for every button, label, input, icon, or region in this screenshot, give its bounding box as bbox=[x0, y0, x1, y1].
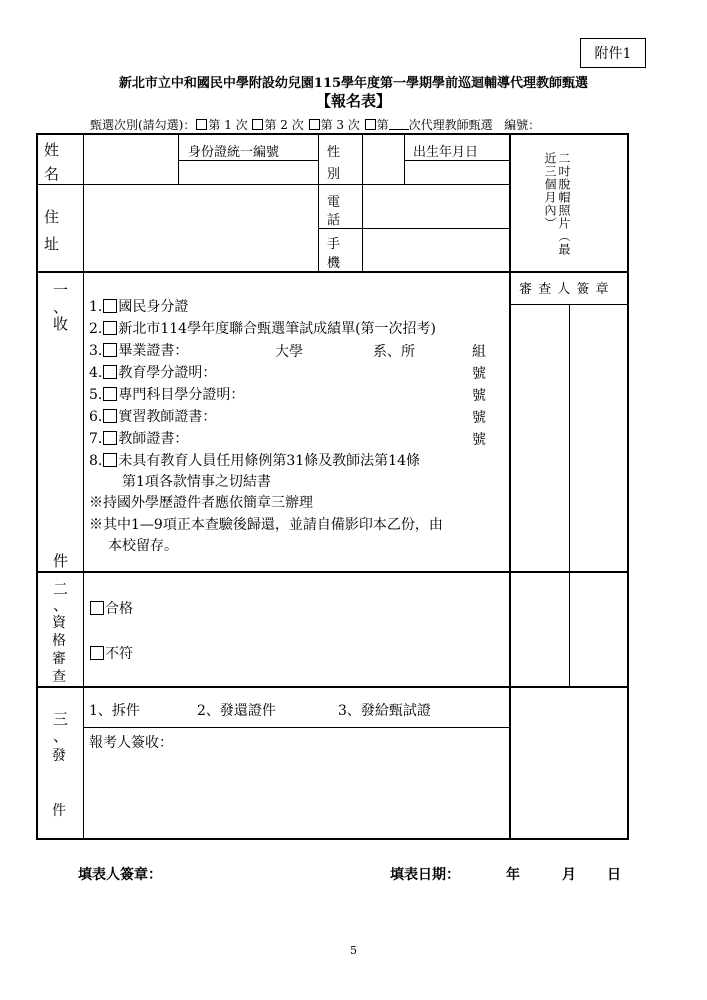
document-item-8-continued: 第1項各款情事之切結書 bbox=[122, 474, 271, 490]
section1-label-2: 、 bbox=[53, 298, 69, 316]
round-n-checkbox[interactable] bbox=[365, 119, 376, 130]
dispatch-step-1: 1、拆件 bbox=[89, 703, 140, 719]
divider-birth-header bbox=[404, 160, 509, 161]
document-checkbox-4[interactable] bbox=[103, 365, 117, 379]
birth-date-label: 出生年月日 bbox=[413, 145, 479, 160]
address-label-1: 住 bbox=[44, 208, 60, 226]
document-checkbox-2[interactable] bbox=[103, 321, 117, 335]
foreign-degree-note: ※持國外學歷證件者應依簡章三辦理 bbox=[89, 495, 313, 511]
document-item-1: 1. 國民身分證 bbox=[89, 299, 189, 315]
section2-label-3: 資 bbox=[52, 615, 66, 631]
reviewer-signature-header: 審 查 人 簽 章 bbox=[519, 282, 610, 297]
form-title: 新北市立中和國民中學附設幼兒園115學年度第一學期學前巡迴輔導代理教師甄選 bbox=[118, 76, 589, 91]
tel-label-2: 話 bbox=[327, 213, 341, 228]
sex-column-right bbox=[362, 133, 363, 271]
section1-label-1: 一 bbox=[53, 281, 69, 299]
sex-label-1: 性 bbox=[327, 145, 341, 160]
sex-value-right bbox=[404, 133, 405, 184]
reviewer-column-divider bbox=[569, 304, 570, 686]
name-label-1: 姓 bbox=[44, 141, 60, 159]
address-label-2: 址 bbox=[44, 235, 60, 253]
date-year-label: 年 bbox=[506, 867, 520, 883]
right-column-divider bbox=[509, 133, 511, 840]
label-column-divider bbox=[83, 133, 84, 840]
document-item-5: 5. 專門科目學分證明： bbox=[89, 387, 245, 403]
photo-placeholder: 二吋脫帽照片（最近三個月內） bbox=[543, 152, 571, 256]
number-label-5: 號 bbox=[472, 388, 486, 404]
document-item-8: 8. 未具有教育人員任用條例第31條及教師法第14條 bbox=[89, 453, 420, 469]
round-n-suffix: 次代理教師甄選 bbox=[408, 118, 493, 132]
department-label: 系、所 bbox=[373, 344, 415, 360]
round-1-checkbox[interactable] bbox=[196, 119, 207, 130]
document-checkbox-1[interactable] bbox=[103, 299, 117, 313]
number-label-4: 號 bbox=[472, 366, 486, 382]
document-item-6: 6. 實習教師證書： bbox=[89, 409, 217, 425]
divider-section2 bbox=[36, 571, 629, 573]
name-label-2: 名 bbox=[44, 165, 60, 183]
sex-label-2: 別 bbox=[327, 167, 341, 182]
document-checkbox-3[interactable] bbox=[103, 343, 117, 357]
divider-id-header bbox=[178, 160, 318, 161]
document-checkbox-8[interactable] bbox=[103, 453, 117, 467]
dispatch-step-2: 2、發還證件 bbox=[197, 703, 276, 719]
fail-checkbox[interactable] bbox=[90, 646, 104, 660]
tel-label-1: 電 bbox=[327, 195, 341, 210]
attachment-label: 附件1 bbox=[580, 38, 646, 68]
date-month-label: 月 bbox=[562, 867, 576, 883]
document-item-4: 4. 教育學分證明： bbox=[89, 365, 217, 381]
section3-label-3: 發 bbox=[52, 748, 66, 764]
round-1-label: 第 1 次 bbox=[208, 118, 248, 132]
document-checkbox-7[interactable] bbox=[103, 431, 117, 445]
selection-label: 甄選次別(請勾選)： bbox=[90, 118, 196, 132]
group-label: 組 bbox=[472, 344, 486, 360]
applicant-receipt-label: 報考人簽收： bbox=[89, 735, 173, 751]
section3-label-2: 、 bbox=[53, 727, 69, 745]
section2-label-2: 、 bbox=[53, 596, 69, 614]
form-filler-signature-label: 填表人簽章： bbox=[78, 867, 162, 883]
selection-row bbox=[90, 116, 540, 133]
section2-label-1: 二 bbox=[53, 580, 69, 598]
round-n-blank[interactable] bbox=[389, 119, 409, 130]
round-3-label: 第 3 次 bbox=[320, 118, 360, 132]
divider-section3 bbox=[36, 686, 629, 688]
serial-label: 編號： bbox=[504, 118, 541, 132]
dispatch-step-3: 3、發給甄試證 bbox=[338, 703, 431, 719]
document-item-2: 2. 新北市114學年度聯合甄選筆試成績單(第一次招考) bbox=[89, 321, 437, 337]
date-day-label: 日 bbox=[607, 867, 621, 883]
original-return-note-continued: 本校留存。 bbox=[108, 538, 178, 554]
divider-dispatch-receipt bbox=[83, 727, 509, 728]
round-2-checkbox[interactable] bbox=[252, 119, 263, 130]
number-label-6: 號 bbox=[472, 410, 486, 426]
section2-label-6: 查 bbox=[52, 669, 66, 685]
section2-label-5: 審 bbox=[52, 651, 66, 667]
divider-tel-mobile bbox=[318, 228, 509, 229]
pass-checkbox[interactable] bbox=[90, 601, 104, 615]
divider-name-row bbox=[36, 184, 509, 185]
id-column-right bbox=[318, 133, 319, 271]
round-n-prefix: 第 bbox=[376, 118, 389, 132]
page-number: 5 bbox=[350, 944, 357, 957]
document-checkbox-6[interactable] bbox=[103, 409, 117, 423]
fill-date-label: 填表日期： bbox=[390, 867, 460, 883]
section1-label-3: 收 bbox=[53, 315, 69, 333]
round-3-checkbox[interactable] bbox=[309, 119, 320, 130]
section3-label-1: 三 bbox=[53, 710, 69, 728]
section3-label-4: 件 bbox=[52, 803, 66, 819]
id-number-label: 身份證統一編號 bbox=[188, 145, 280, 160]
section2-label-4: 格 bbox=[52, 633, 66, 649]
document-checkbox-5[interactable] bbox=[103, 387, 117, 401]
form-subtitle: 【報名表】 bbox=[315, 92, 391, 110]
document-item-3: 3. 畢業證書： bbox=[89, 343, 189, 359]
qualification-pass: 合格 bbox=[89, 598, 133, 618]
divider-section1 bbox=[36, 271, 629, 273]
original-return-note: ※其中1—9項正本查驗後歸還，並請自備影印本乙份，由 bbox=[89, 517, 443, 533]
round-2-label: 第 2 次 bbox=[264, 118, 304, 132]
id-column-left bbox=[178, 133, 179, 184]
number-label-7: 號 bbox=[472, 432, 486, 448]
mobile-label-1: 手 bbox=[327, 237, 341, 252]
section1-label-4: 件 bbox=[53, 552, 69, 570]
university-label: 大學 bbox=[275, 344, 303, 360]
mobile-label-2: 機 bbox=[327, 256, 341, 271]
document-item-7: 7. 教師證書： bbox=[89, 431, 189, 447]
qualification-fail: 不符 bbox=[89, 643, 133, 663]
